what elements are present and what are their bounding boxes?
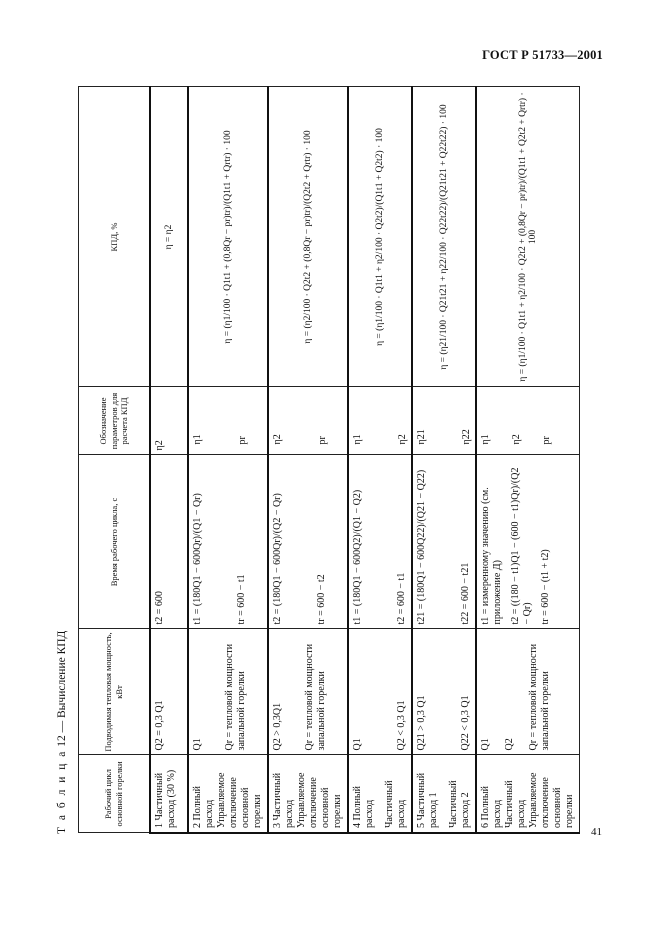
power-cell bbox=[348, 629, 412, 755]
efficiency-formula: η = (η2/100 · Q2t2 + (0,8Qr − pr)tr)/(Q2t2 + Qrtr) · 100 bbox=[303, 130, 313, 344]
cycle-text: 4 Полный расход bbox=[352, 785, 375, 828]
time-cell bbox=[412, 455, 476, 629]
symbol-text: η1 bbox=[352, 434, 363, 445]
cycle-text: Управляемое отключение основной горелки bbox=[296, 772, 343, 828]
col-header-power: Подводимая тепловая мощность, кВт bbox=[79, 629, 151, 755]
power-text: Q1 bbox=[480, 738, 491, 751]
cycle-text: 6 Полный расход bbox=[480, 785, 503, 828]
time-text: tr = 600 − (t1 + t2) bbox=[540, 549, 551, 625]
efficiency-cell bbox=[188, 87, 268, 387]
efficiency-formula: η = η2 bbox=[164, 224, 174, 250]
col-header-cycle: Рабочий цикл основной горелки bbox=[79, 755, 151, 833]
symbol-text: pr bbox=[541, 436, 552, 445]
symbol-text: η2 bbox=[510, 434, 522, 445]
time-text: t1 = (180Q1 − 600Qr)/(Q1 − Qr) bbox=[192, 493, 203, 625]
power-text: Q1 bbox=[352, 738, 363, 751]
symbol-text: η2 bbox=[397, 434, 408, 445]
table-row bbox=[476, 87, 580, 833]
time-cell bbox=[150, 455, 188, 629]
power-cell bbox=[412, 629, 476, 755]
cycle-text: 5 Частичный расход 1 bbox=[416, 772, 439, 828]
power-text: Q1 bbox=[192, 738, 203, 751]
power-cell bbox=[268, 629, 348, 755]
symbol-text: η22 bbox=[461, 429, 472, 445]
time-text: tr = 600 − t2 bbox=[316, 574, 327, 625]
efficiency-table bbox=[78, 87, 580, 835]
power-cell bbox=[476, 629, 580, 755]
time-text: tr = 600 − t1 bbox=[236, 574, 247, 625]
efficiency-cell bbox=[268, 87, 348, 387]
power-text: Q2 = 0,3 Q1 bbox=[154, 700, 165, 751]
power-text: Q2 bbox=[504, 738, 515, 751]
document-header: ГОСТ Р 51733—2001 bbox=[482, 48, 603, 62]
cycle-cell bbox=[150, 755, 188, 833]
power-text: Q2 > 0,3Q1 bbox=[272, 702, 283, 751]
symbol-cell bbox=[188, 387, 268, 455]
caption-prefix: Т а б л и ц а bbox=[56, 749, 68, 834]
efficiency-cell bbox=[476, 87, 580, 387]
table-row bbox=[268, 87, 348, 833]
power-text: Qr = тепловой мощности запальной горелки bbox=[304, 643, 327, 751]
symbol-text: η21 bbox=[416, 429, 427, 445]
symbol-cell bbox=[150, 387, 188, 455]
table-row bbox=[348, 87, 412, 833]
power-text: Qr = тепловой мощности запальной горелки bbox=[224, 643, 247, 751]
power-text: Q21 > 0,3 Q1 bbox=[416, 695, 427, 751]
cycle-cell bbox=[348, 755, 412, 833]
time-text: t2 = 600 − t1 bbox=[396, 572, 407, 625]
col-header-efficiency: КПД, % bbox=[79, 87, 151, 387]
table-row bbox=[188, 87, 268, 833]
cycle-text: Управляемое отключение основной горелки bbox=[216, 772, 263, 828]
cycle-text: 2 Полный расход bbox=[192, 785, 215, 828]
power-text: Q22 < 0,3 Q1 bbox=[460, 695, 471, 751]
efficiency-formula: η = (η1/100 · Q1t1 + (0,8Qr − pr)tr)/(Q1t1 + Qrtr) · 100 bbox=[223, 130, 233, 344]
power-text: Q2 < 0,3 Q1 bbox=[396, 700, 407, 751]
time-cell bbox=[476, 455, 580, 629]
time-cell bbox=[188, 455, 268, 629]
cycle-cell bbox=[412, 755, 476, 833]
efficiency-formula: η = (η1/100 · Q1t1 + η2/100 · Q2t2 + (0,8Qr − pr)tr)/(Q1t1 + Q2t2 + Qrtr) · 100 bbox=[518, 92, 538, 382]
time-text: t21 = (180Q1 − 600Q22)/(Q21 − Q22) bbox=[416, 469, 427, 625]
symbol-text: η1 bbox=[480, 434, 491, 445]
power-cell bbox=[150, 629, 188, 755]
time-text: t22 = 600 − t21 bbox=[460, 562, 471, 625]
symbol-cell bbox=[348, 387, 412, 455]
time-text: t2 = ((180 − t1)Q1 − (600 − t1)Qr)/(Q2 − Qr) bbox=[510, 467, 533, 625]
time-text: t1 = (180Q1 − 600Q2)/(Q1 − Q2) bbox=[352, 489, 363, 625]
symbol-text: pr bbox=[317, 436, 328, 445]
symbol-text: η1 bbox=[192, 434, 203, 445]
time-cell bbox=[268, 455, 348, 629]
rotated-table-block bbox=[56, 88, 598, 834]
time-cell bbox=[348, 455, 412, 629]
cycle-text: Управляемое отключение основной горелки bbox=[528, 772, 575, 828]
cycle-text: Частичный расход bbox=[384, 780, 407, 828]
col-header-symbols: Обозначение параметров для расчета КПД bbox=[79, 387, 151, 455]
cycle-text: Частичный расход bbox=[504, 780, 527, 828]
power-text: Qr = тепловой мощности запальной горелки bbox=[528, 643, 551, 751]
col-header-time: Время рабочего цикла, с bbox=[79, 455, 151, 629]
time-text: t2 = (180Q1 − 600Qr)/(Q2 − Qr) bbox=[272, 493, 283, 625]
caption-title: 12 — Вычисление КПД bbox=[56, 630, 68, 750]
page-number: 41 bbox=[591, 826, 602, 838]
table-row bbox=[150, 87, 188, 833]
cycle-cell bbox=[476, 755, 580, 833]
efficiency-cell bbox=[150, 87, 188, 387]
symbol-text: η2 bbox=[154, 440, 165, 451]
symbol-text: pr bbox=[237, 436, 248, 445]
table-caption bbox=[56, 631, 68, 834]
cycle-cell bbox=[268, 755, 348, 833]
power-cell bbox=[188, 629, 268, 755]
efficiency-cell bbox=[348, 87, 412, 387]
cycle-text: Частичный расход 2 bbox=[448, 780, 471, 828]
symbol-cell bbox=[268, 387, 348, 455]
symbol-text: η2 bbox=[272, 434, 283, 445]
symbol-cell bbox=[476, 387, 580, 455]
symbol-cell bbox=[412, 387, 476, 455]
table-row bbox=[412, 87, 476, 833]
time-text: t2 = 600 bbox=[154, 591, 165, 625]
time-text: t1 = измеренному значению (см. приложение Д) bbox=[480, 487, 503, 625]
cycle-cell bbox=[188, 755, 268, 833]
cycle-text: 3 Частичный расход bbox=[272, 772, 295, 828]
efficiency-formula: η = (η21/100 · Q21t21 + η22/100 · Q22t22)/(Q21t21 + Q22t22) · 100 bbox=[439, 104, 449, 370]
efficiency-cell bbox=[412, 87, 476, 387]
efficiency-formula: η = (η1/100 · Q1t1 + η2/100 · Q2t2)/(Q1t1 + Q2t2) · 100 bbox=[375, 128, 385, 346]
cycle-text: 1 Частичный расход (30 %) bbox=[154, 769, 177, 828]
table-header-row bbox=[79, 87, 151, 833]
